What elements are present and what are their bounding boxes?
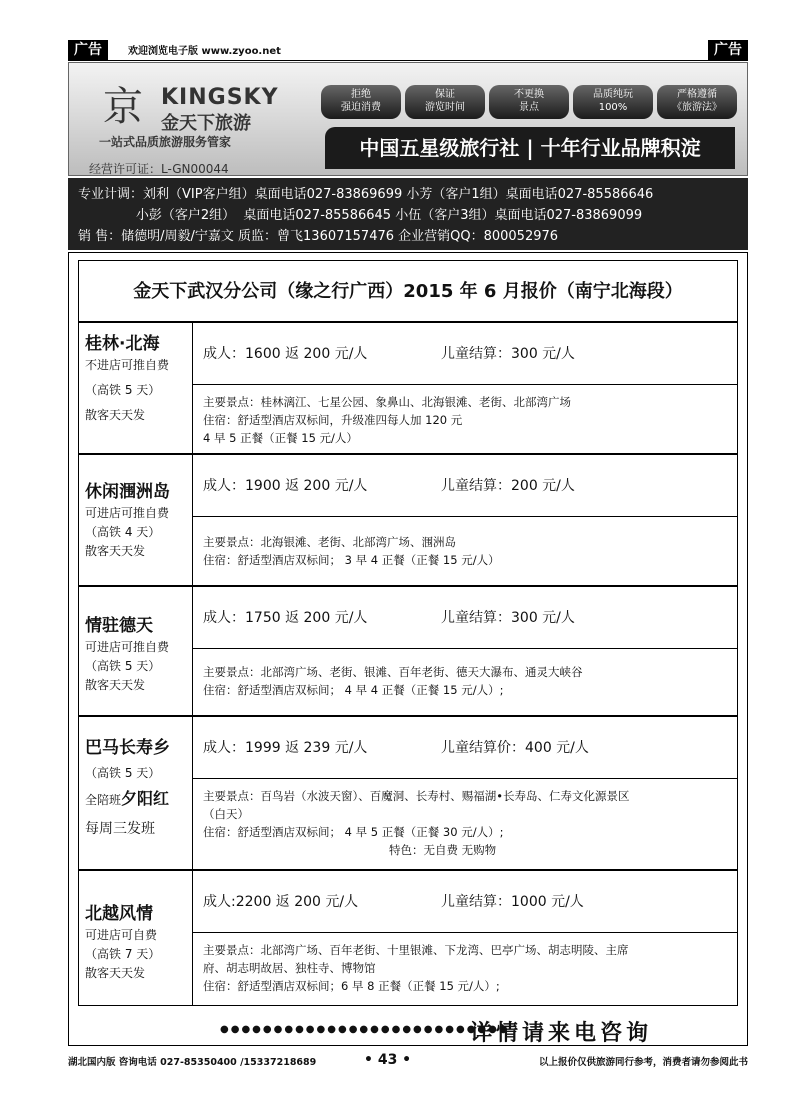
- route-note: 可进店可推自费: [85, 506, 170, 520]
- adult-price: 成人：1600 返 200 元/人: [203, 346, 368, 362]
- route-note: 可进店可推自费: [85, 640, 170, 654]
- call-banner: [220, 1016, 740, 1046]
- route-info: [79, 455, 193, 585]
- hotel-text: 住宿：舒适型酒店双标间； 4 早 4 正餐（正餐 15 元/人）;: [203, 683, 504, 697]
- sights-text: 主要景点：桂林漓江、七星公园、象鼻山、北海银滩、老街、北部湾广场: [203, 395, 571, 409]
- sights-text: 主要景点：北部湾广场、百年老街、十里银滩、下龙湾、巴亭广场、胡志明陵、主席: [203, 943, 629, 957]
- footer-contact: 湖北国内版 咨询电话 027-85350400 /15337218689: [68, 1057, 317, 1068]
- route-name: 巴马长寿乡: [85, 738, 170, 758]
- route-details: [193, 779, 737, 867]
- route-duration: （高铁 5 天）: [85, 766, 161, 780]
- contact-line: 销 售：储德明/周毅/宁嘉文 质监：曾飞13607157476 企业营销QQ：800052976: [78, 229, 559, 244]
- hotel-text: 住宿：舒适型酒店双标间； 3 早 4 正餐（正餐 15 元/人）: [203, 553, 500, 567]
- route-name: 情驻德天: [85, 616, 153, 636]
- route-schedule: 散客天天发: [85, 966, 146, 980]
- sights-text-cont: （白天）: [203, 807, 249, 821]
- route-name: 桂林·北海: [85, 334, 160, 354]
- route-row: [78, 716, 738, 870]
- route-row: [78, 322, 738, 454]
- meal-text: 4 早 5 正餐（正餐 15 元/人）: [203, 431, 358, 445]
- route-schedule: 散客天天发: [85, 678, 146, 692]
- route-note: 不进店可推自费: [85, 358, 170, 372]
- contact-line: 专业计调：刘利（VIP客户组）桌面电话027-83869699 小芳（客户1组）桌面电话027-85586646: [78, 187, 654, 202]
- route-duration: （高铁 7 天）: [85, 947, 161, 961]
- child-price: 儿童结算：1000 元/人: [441, 894, 584, 910]
- adult-price: 成人：1999 返 239 元/人: [203, 740, 368, 756]
- page-number: • 43 •: [364, 1052, 412, 1068]
- sights-text: 主要景点：北海银滩、老街、北部湾广场、涠洲岛: [203, 535, 456, 549]
- route-row: [78, 870, 738, 1006]
- ad-tag-right: 广告: [708, 40, 748, 60]
- page-title: 金天下武汉分公司（缘之行广西）2015 年 6 月报价（南宁北海段）: [78, 260, 738, 322]
- route-info: [79, 871, 193, 1005]
- route-group: 全陪班夕阳红: [85, 789, 170, 808]
- route-details: [193, 517, 737, 577]
- route-duration: （高铁 5 天）: [85, 659, 161, 673]
- sights-text: 主要景点：百鸟岩（水波天窗）、百魔洞、长寿村、赐福湖•长寿岛、仁寿文化源景区: [203, 789, 630, 803]
- promise-pill: 拒绝 强迫消费: [321, 85, 401, 119]
- price-line: [193, 871, 737, 933]
- promise-pill: 严格遵循 《旅游法》: [657, 85, 737, 119]
- adult-price: 成人:2200 返 200 元/人: [203, 894, 359, 910]
- route-schedule: 每周三发班: [85, 821, 155, 837]
- contact-block: [68, 178, 748, 250]
- child-price: 儿童结算：300 元/人: [441, 610, 575, 626]
- ad-tag-left: 广告: [68, 40, 108, 60]
- route-row: [78, 586, 738, 716]
- price-line: [193, 587, 737, 649]
- promise-pill: 保证 游览时间: [405, 85, 485, 119]
- dot-divider: ●●●●●●●●●●●●●●●●●●●●●●●●●●●: [220, 1024, 510, 1035]
- price-line: [193, 323, 737, 385]
- brand-english: KINGSKY: [161, 85, 279, 110]
- route-duration: （高铁 5 天）: [85, 383, 161, 397]
- route-info: [79, 587, 193, 715]
- brand-chinese: 金天下旅游: [161, 113, 251, 134]
- hotel-text: 住宿：舒适型酒店双标间，升级准四每人加 120 元: [203, 413, 463, 427]
- route-details: [193, 649, 737, 707]
- footer-disclaimer: 以上报价仅供旅游同行参考，消费者请勿参阅此书: [538, 1057, 748, 1068]
- agency-tagline: 中国五星级旅行社 | 十年行业品牌积淀: [325, 127, 735, 169]
- route-schedule: 散客天天发: [85, 408, 146, 422]
- hotel-text: 住宿：舒适型酒店双标间； 4 早 5 正餐（正餐 30 元/人）;: [203, 825, 504, 839]
- promise-pill: 不更换 景点: [489, 85, 569, 119]
- route-note: 可进店可自费: [85, 928, 158, 942]
- route-name: 北越风情: [85, 904, 153, 924]
- agency-banner: [68, 62, 748, 176]
- adult-price: 成人：1900 返 200 元/人: [203, 478, 368, 494]
- promise-pill: 品质纯玩 100%: [573, 85, 653, 119]
- sights-text: 主要景点：北部湾广场、老街、银滩、百年老街、德天大瀑布、通灵大峡谷: [203, 665, 583, 679]
- adult-price: 成人：1750 返 200 元/人: [203, 610, 368, 626]
- route-schedule: 散客天天发: [85, 544, 146, 558]
- child-price: 儿童结算：300 元/人: [441, 346, 575, 362]
- price-line: [193, 455, 737, 517]
- route-name: 休闲涠洲岛: [85, 482, 170, 502]
- hotel-text: 住宿：舒适型酒店双标间；6 早 8 正餐（正餐 15 元/人）;: [203, 979, 500, 993]
- child-price: 儿童结算：200 元/人: [441, 478, 575, 494]
- route-info: [79, 323, 193, 453]
- child-price: 儿童结算价：400 元/人: [441, 740, 589, 756]
- route-row: [78, 454, 738, 586]
- route-info: [79, 717, 193, 869]
- route-details: [193, 385, 737, 455]
- sights-text-cont: 府、胡志明故居、独柱寺、博物馆: [203, 961, 376, 975]
- feature-text: 特色：无自费 无购物: [389, 843, 497, 857]
- welcome-text: 欢迎浏览电子版 www.zyoo.net: [128, 46, 281, 57]
- price-line: [193, 717, 737, 779]
- brand-slogan: 一站式品质旅游服务管家: [99, 135, 232, 149]
- kingsky-logo-icon: 京: [103, 84, 143, 130]
- route-details: [193, 933, 737, 1003]
- promise-pills: [321, 85, 737, 119]
- contact-line: 小彭（客户2组） 桌面电话027-85586645 小伍（客户3组）桌面电话027-83869099: [78, 208, 643, 223]
- route-duration: （高铁 4 天）: [85, 525, 161, 539]
- call-text: 详情请来电咨询: [470, 1020, 653, 1046]
- license-number: 经营许可证：L-GN00044: [89, 162, 229, 176]
- top-ad-bar: [68, 40, 748, 61]
